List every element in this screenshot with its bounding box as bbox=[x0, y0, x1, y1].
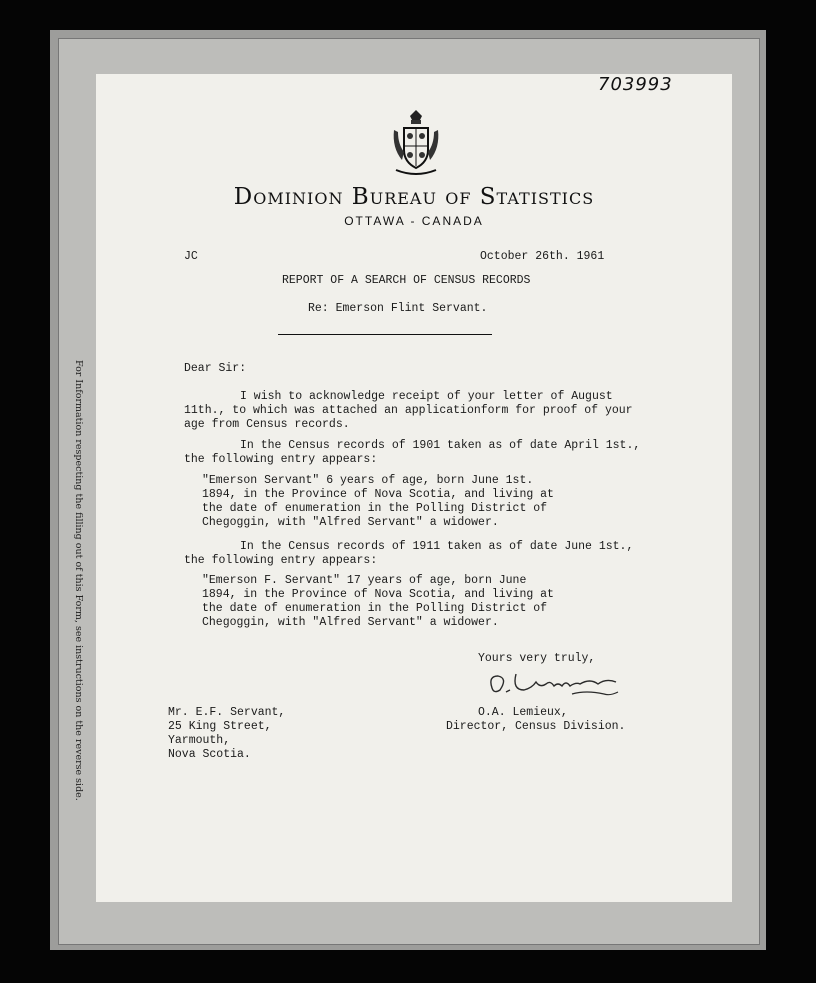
paragraph-2: In the Census records of 1901 taken as of date April 1st., the following entry appears: bbox=[184, 439, 641, 466]
quote-1911: "Emerson F. Servant" 17 years of age, born June 1894, in the Province of Nova Scotia, and living at the date of enumeration in the Polling District of Chegoggin, with "Alfred Servant" a widower. bbox=[202, 574, 554, 629]
quote-1901: "Emerson Servant" 6 years of age, born June 1st. 1894, in the Province of Nova Scotia, and living at the date of enumeration in the Polling District of Chegoggin, with "Alfred Servant" a widower. bbox=[202, 474, 554, 529]
coat-of-arms-icon bbox=[390, 108, 442, 178]
organization-location: OTTAWA - CANADA bbox=[344, 214, 484, 228]
paragraph-3: In the Census records of 1911 taken as of date June 1st., the following entry appears: bbox=[184, 540, 634, 567]
subject-line: Re: Emerson Flint Servant. bbox=[308, 302, 488, 315]
divider bbox=[278, 334, 492, 335]
letter-date: October 26th. 1961 bbox=[480, 250, 605, 263]
salutation: Dear Sir: bbox=[184, 362, 247, 375]
closing: Yours very truly, bbox=[478, 652, 596, 665]
organization-name: Dominion Bureau of Statistics bbox=[233, 184, 595, 210]
form-instruction-note: For Information respecting the filling out of this Form, see instructions on the reverse side. bbox=[73, 360, 84, 801]
report-title: REPORT OF A SEARCH OF CENSUS RECORDS bbox=[282, 274, 531, 287]
recipient-street: 25 King Street, bbox=[168, 720, 272, 733]
letter-page bbox=[96, 74, 732, 902]
recipient-name: Mr. E.F. Servant, bbox=[168, 706, 286, 719]
signer-title: Director, Census Division. bbox=[446, 720, 626, 733]
signature bbox=[486, 664, 626, 704]
paragraph-1: I wish to acknowledge receipt of your letter of August 11th., to which was attached an applicationform for proof of your age from Census records. bbox=[184, 390, 633, 431]
signer-name: O.A. Lemieux, bbox=[478, 706, 568, 719]
reference-number: 703993 bbox=[598, 74, 673, 95]
recipient-city: Yarmouth, bbox=[168, 734, 231, 747]
initials: JC bbox=[184, 250, 198, 263]
recipient-province: Nova Scotia. bbox=[168, 748, 251, 761]
